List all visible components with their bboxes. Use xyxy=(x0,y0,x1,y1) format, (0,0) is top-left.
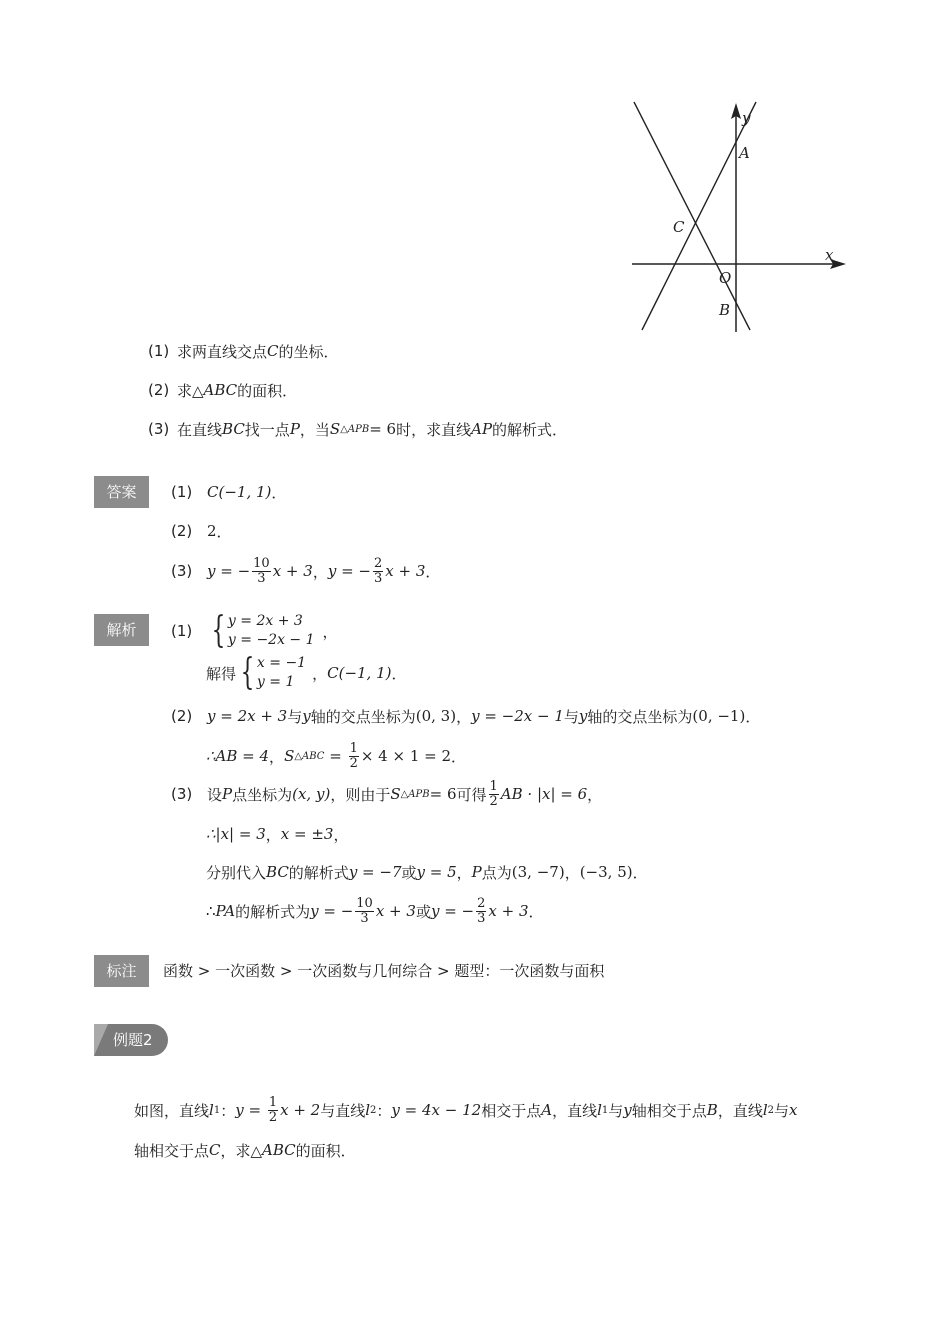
analysis-number: (1) xyxy=(171,622,193,640)
text: 设 xyxy=(207,785,223,804)
coordinate-figure xyxy=(620,95,860,340)
text: ． xyxy=(632,863,648,882)
denominator: 3 xyxy=(477,910,486,926)
answer-tag: 答案 xyxy=(94,476,149,508)
math-sub: △ABC xyxy=(294,750,325,762)
math: x + 3 xyxy=(385,562,426,580)
math: y = − xyxy=(207,562,251,580)
denominator: 2 xyxy=(349,755,358,771)
text: ． xyxy=(271,483,287,502)
analysis-number: (2) xyxy=(171,707,193,725)
text: 点为 xyxy=(481,863,512,882)
text: ， xyxy=(269,747,285,766)
math: y = xyxy=(235,1101,266,1119)
math: 2 xyxy=(207,522,217,540)
math: C xyxy=(267,342,279,360)
text: ． xyxy=(391,664,407,683)
brace-glyph: { xyxy=(211,610,226,651)
fraction xyxy=(489,780,499,808)
answer-number: (2) xyxy=(171,522,193,540)
text: ， xyxy=(312,562,328,581)
text: 的面积． xyxy=(295,1141,356,1160)
math: x xyxy=(789,1101,798,1119)
question-2 xyxy=(148,379,297,401)
label-a: A xyxy=(739,144,750,162)
math: y = −7 xyxy=(348,863,402,881)
math: y = 5 xyxy=(416,863,457,881)
math-sub: 1 xyxy=(213,1104,221,1116)
math: BC xyxy=(222,420,245,438)
math: P xyxy=(222,785,233,803)
math: A xyxy=(541,1101,553,1119)
math-sub: △APB xyxy=(340,423,370,435)
answer-number: (1) xyxy=(171,483,193,501)
text: ， xyxy=(456,707,472,726)
math: ∴|x| = 3 xyxy=(206,825,266,843)
fraction xyxy=(349,742,359,770)
text: ． xyxy=(745,707,761,726)
math: l xyxy=(597,1101,602,1119)
solution-system xyxy=(236,654,306,692)
denominator: 2 xyxy=(489,793,498,809)
math-sub: 2 xyxy=(370,1104,377,1116)
text: 与 xyxy=(287,707,303,726)
math: = 6 xyxy=(369,420,397,438)
text: 时，求直线 xyxy=(396,420,472,439)
math: l xyxy=(762,1101,768,1119)
topic-path: 函数 > 一次函数 > 一次函数与几何综合 > 题型：一次函数与面积 xyxy=(163,962,605,980)
text: ， xyxy=(587,785,603,804)
math: ∴AB = 4 xyxy=(206,747,270,765)
math: x + 3 xyxy=(488,902,529,920)
analysis-3b xyxy=(206,823,348,845)
equation-system xyxy=(207,612,315,650)
math: y = 4x − 12 xyxy=(391,1101,482,1119)
math: P xyxy=(471,863,482,881)
math: (3, −7) xyxy=(511,863,565,881)
text: 分别代入 xyxy=(206,863,267,882)
math: x + 3 xyxy=(375,902,416,920)
fraction xyxy=(476,897,486,925)
text: 的面积． xyxy=(237,381,298,400)
answer-3 xyxy=(171,551,440,591)
analysis-tag: 解析 xyxy=(94,614,149,646)
text: 的坐标． xyxy=(278,342,339,361)
analysis-number: (3) xyxy=(171,785,193,803)
text: ，当 xyxy=(299,420,330,439)
math: S xyxy=(329,420,341,438)
text: 相交于点 xyxy=(481,1101,542,1120)
numerator: 10 xyxy=(356,895,373,911)
math-sub: 1 xyxy=(601,1104,609,1116)
math: l xyxy=(365,1101,371,1119)
fraction xyxy=(252,557,271,585)
text: 与直线 xyxy=(320,1101,366,1120)
math: y = − xyxy=(430,902,475,920)
math: l xyxy=(209,1101,214,1119)
math: (x, y) xyxy=(292,785,331,803)
math: ABC xyxy=(203,381,238,399)
math: C xyxy=(209,1141,221,1159)
math-sub: △APB xyxy=(400,788,430,800)
text: ． xyxy=(451,747,467,766)
math: AB · |x| = 6 xyxy=(500,785,588,803)
math: AP xyxy=(471,420,493,438)
text: 找一点 xyxy=(244,420,290,439)
question-number: (1) xyxy=(148,342,170,360)
question-number: (3) xyxy=(148,420,170,438)
text: 的解析式． xyxy=(492,420,568,439)
analysis-3d xyxy=(206,891,544,931)
fraction xyxy=(373,557,383,585)
answer-number: (3) xyxy=(171,562,193,580)
numerator: 2 xyxy=(373,555,383,571)
text: 的解析式 xyxy=(288,863,349,882)
analysis-1 xyxy=(171,612,338,650)
text: ，则由于 xyxy=(330,785,391,804)
text: ，直线 xyxy=(552,1101,598,1120)
badge-label: 例题2 xyxy=(113,1031,153,1049)
question-number: (2) xyxy=(148,381,170,399)
text: ， xyxy=(456,863,472,882)
math: (0, 3) xyxy=(415,707,457,725)
text: ， xyxy=(564,863,580,882)
text: 求两直线交点 xyxy=(177,342,268,361)
question-1 xyxy=(148,340,339,362)
numerator: 2 xyxy=(477,895,486,911)
system-rows xyxy=(228,612,315,650)
math: x + 3 xyxy=(272,562,313,580)
math: (0, −1) xyxy=(692,707,746,725)
question-3 xyxy=(148,418,567,440)
math: x = −1 xyxy=(256,655,307,671)
math: BC xyxy=(266,863,289,881)
text: ． xyxy=(528,902,544,921)
math: B xyxy=(706,1101,718,1119)
analysis-1-solution xyxy=(206,654,407,692)
text: 与 xyxy=(774,1101,790,1120)
example-2-line-2 xyxy=(134,1139,356,1161)
denominator: 3 xyxy=(360,910,369,926)
brace-glyph: { xyxy=(240,652,255,693)
math: y = − xyxy=(327,562,371,580)
label-b: B xyxy=(719,301,731,319)
math: y = − xyxy=(310,902,354,920)
numerator: 1 xyxy=(349,740,358,756)
text: 如图，直线 xyxy=(134,1101,210,1120)
text: ，求△ xyxy=(220,1141,263,1160)
math: ∴ xyxy=(206,902,216,920)
math: y = 1 xyxy=(256,674,295,690)
analysis-2b xyxy=(206,736,466,776)
numerator: 1 xyxy=(489,778,498,794)
analysis-2 xyxy=(171,705,760,727)
denominator: 3 xyxy=(257,570,266,586)
math: (−3, 5) xyxy=(579,863,633,881)
text: ． xyxy=(216,522,232,541)
label-o: O xyxy=(719,269,732,287)
badge-stripe xyxy=(94,1024,108,1056)
text: 在直线 xyxy=(177,420,223,439)
math: ABC xyxy=(262,1141,296,1159)
numerator: 1 xyxy=(268,1094,278,1110)
text: 或 xyxy=(401,863,417,882)
denominator: 2 xyxy=(268,1109,278,1125)
text: ， xyxy=(265,825,281,844)
label-c: C xyxy=(673,218,685,236)
example-2-line-1 xyxy=(134,1090,798,1130)
example-2-badge xyxy=(94,1024,168,1056)
system-rows xyxy=(257,654,306,692)
text: 轴相交于点 xyxy=(631,1101,707,1120)
math: = 6 xyxy=(429,785,457,803)
fraction xyxy=(268,1096,278,1124)
text: ，直线 xyxy=(717,1101,763,1120)
text: 与 xyxy=(608,1101,624,1120)
math: y = −2x − 1 xyxy=(471,707,564,725)
text: 的解析式为 xyxy=(235,902,311,921)
text: 与 xyxy=(563,707,579,726)
analysis-3 xyxy=(171,774,602,814)
text: 求△ xyxy=(177,381,204,400)
fraction xyxy=(355,897,374,925)
math: × 4 × 1 = 2 xyxy=(360,747,452,765)
answer-1 xyxy=(171,481,286,503)
label-x: x xyxy=(825,246,834,264)
math: y = 2x + 3 xyxy=(207,707,288,725)
math: y = 2x + 3 xyxy=(227,613,303,629)
line-bc xyxy=(634,102,750,330)
text: 点坐标为 xyxy=(232,785,293,804)
text: 可得 xyxy=(456,785,487,804)
math: y xyxy=(302,707,311,725)
answer-2 xyxy=(171,520,232,542)
text: ： xyxy=(220,1101,236,1120)
text: 轴的交点坐标为 xyxy=(587,707,693,726)
tags-tag: 标注 xyxy=(94,955,149,987)
text: ， xyxy=(333,825,349,844)
text: ． xyxy=(425,562,441,581)
text: 或 xyxy=(415,902,431,921)
text: 轴相交于点 xyxy=(134,1141,210,1160)
math: S xyxy=(390,785,401,803)
math: y xyxy=(578,707,588,725)
math: y xyxy=(623,1101,632,1119)
text: ， xyxy=(322,622,338,641)
text: 轴的交点坐标为 xyxy=(310,707,416,726)
text: ： xyxy=(376,1101,392,1120)
text: ， xyxy=(312,664,328,683)
math: S xyxy=(284,747,295,765)
line-ab xyxy=(642,102,756,330)
math-sub: 2 xyxy=(767,1104,775,1116)
label-y: y xyxy=(742,109,751,127)
text: 解得 xyxy=(206,664,237,683)
math: C(−1, 1) xyxy=(327,664,392,682)
analysis-3c xyxy=(206,861,648,883)
math: = xyxy=(324,747,347,765)
numerator: 10 xyxy=(253,555,270,571)
math: x = ±3 xyxy=(280,825,334,843)
math: y = −2x − 1 xyxy=(227,632,315,648)
math: PA xyxy=(215,902,236,920)
math: x + 2 xyxy=(280,1101,321,1119)
denominator: 3 xyxy=(373,570,383,586)
math: P xyxy=(289,420,300,438)
math: C(−1, 1) xyxy=(207,483,272,501)
